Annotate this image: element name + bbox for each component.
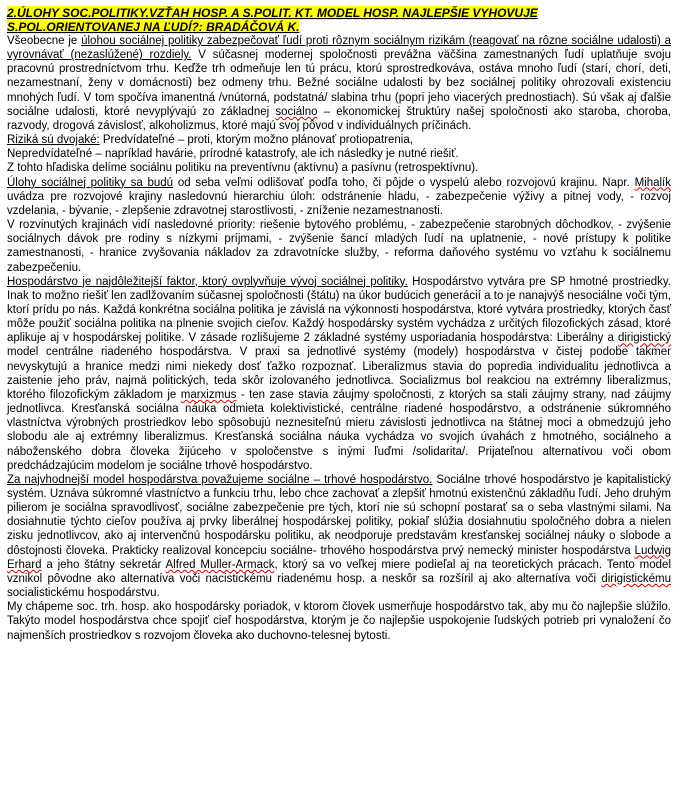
title-line-1: 2.ÚLOHY SOC.POLITIKY.VZŤAH HOSP. A S.POLIT. KT. MODEL HOSP. NAJLEPŠIE VYHOVUJE xyxy=(7,6,538,20)
spellcheck-word: Mihalík xyxy=(634,176,671,189)
text-run: od seba veľmi odlišovať podľa toho, či pôjde o vyspelú alebo rozvojovú krajinu. Napr. xyxy=(173,176,635,189)
paragraph-market-model xyxy=(7,473,671,600)
underlined-text: Riziká sú dvojaké: xyxy=(7,134,100,147)
text-run: model centrálne riadeného hospodárstva. V praxi sa jednotlivé systémy (modely) hospodárstva v čistej podobe takmer nevyskytujú a hranice medzi nimi niekedy dosť ťažko rozpoznať. Liberalizmus stavia do popredia individualitu jednotlivca a zaistenie jeho práv, najmä politických, teda skôr izolovaného jednotlivca. Socializmus bol reakciou na extrémny liberalizmus, ktorého filozofickým základom je xyxy=(7,346,671,401)
paragraph-risks xyxy=(7,133,671,147)
spellcheck-word: marxizmus xyxy=(180,388,237,401)
text-run: socialistickému hospodárstvu. xyxy=(7,587,160,600)
underlined-text: Úlohy sociálnej politiky sa budú xyxy=(7,176,174,189)
underlined-text: úlohou sociálnej politiky zabezpečovať ľudí proti rôznym sociálnym rizikám (reagovať na rôzne sociálne udalosti) a vyrovnávať (nezaslúžené) rozdiely. xyxy=(7,35,672,62)
text-run: V súčasnej modernej spoločnosti prevážna väčšina zamestnaných ľudí uplatňuje svoju pracovnú prostredníctvom trhu. Keďže trh odmeňuje len tú prácu, ktorú sprostredkováva, ostáva mnoho ľudí (starí, chorí, deti, nezamestnaní, ženy v domácnosti) bez odmeny trhu. Bežné sociálne udalosti by bez sociálnej politiky ohrozovali existenciu mnohých ľudí. V tom spočíva imanentná /vnútorná, podstatná/ slabina trhu (popri jeho viacerých prednostiach). Sú však aj ďalšie sociálne udalosti, ktoré nevyplývajú zo základnej xyxy=(7,49,671,118)
paragraph-tasks xyxy=(7,176,671,218)
paragraph-unpredictable: Nepredvídateľné – napríklad havárie, prírodné katastrofy, ale ich následky je nutné riešiť. xyxy=(7,148,459,161)
paragraph-intro xyxy=(7,34,671,133)
text-run: a jeho štátny sekretár xyxy=(41,558,166,571)
title-line-2: S.POL.ORIENTOVANEJ NA ĽUDÍ?: BRADÁČOVÁ K. xyxy=(7,20,300,34)
paragraph-prevention: Z tohto hľadiska delíme sociálnu politiku na preventívnu (aktívnu) a pasívnu (retrospektívnu). xyxy=(7,162,479,175)
spellcheck-word: dirigistickému xyxy=(601,572,671,585)
spellcheck-word: Alfred Muller-Armack xyxy=(165,558,275,571)
spellcheck-word: sociálno xyxy=(275,105,318,118)
document-page xyxy=(7,6,671,643)
underlined-text: Hospodárstvo je najdôležitejší faktor, ktorý ovplyvňuje vývoj sociálnej politiky. xyxy=(7,275,408,288)
text-run: Všeobecne je xyxy=(7,35,82,47)
spellcheck-word: Erhard xyxy=(7,558,42,571)
spellcheck-word: dirigistický xyxy=(617,332,671,345)
text-run: – ekonomickej štruktúry našej spoločnosti ako staroba, choroba, razvody, drogová závislosť, alkoholizmus, ktoré majú svoj pôvod v individuálnych príčinách. xyxy=(7,105,671,132)
text-run: , ktorý sa vo veľkej miere podieľal aj na teoretických prácach. Tento model vznikol pôvodne ako alternatíva voči nacistickému riadenému hosp. a neskôr sa rozšíril aj ako alternatíva voči xyxy=(7,558,671,585)
underlined-text: Za najvhodnejší model hospodárstva považujeme sociálne – trhové hospodárstvo. xyxy=(7,473,433,486)
text-run: Sociálne trhové hospodárstvo je kapitalistický systém. Uznáva súkromné vlastníctvo a funkciu trhu, lebo chce zachovať a zlepšiť hmotnú existenčnú základňu ľudí. Jeho druhým pilierom je sociálna spravodlivosť, sociálne zabezpečenie pre tých, ktorí nie sú schopní postarať sa o seba vlastnými silami. Na dosiahnutie týchto cieľov používa aj prvky liberálnej hospodárskej politiky, pokiaľ slúžia dosiahnutiu spoločného dobra a nielen zisku jednotlivcov, ako aj intervenčnú hospodársku politiku, ak neodporuje predstavám kresťanskej sociálnej náuky o slobode a dôstojnosti človeka. Prakticky realizoval koncepciu sociálne- trhového hospodárstva prvý nemecký minister hospodárstva xyxy=(7,473,671,557)
paragraph-conclusion: My chápeme soc. trh. hosp. ako hospodársky poriadok, v ktorom človek usmerňuje hospodárstvo tak, aby mu čo najlepšie slúžilo. Takýto model hospodárstva chce spojiť cieľ hospodárstva, ktorým je čo najlepšie uspokojenie ľudských potrieb pri vynaložení čo najmenších prostriedkov s rozvojom človeka ako duchovno-telesnej bytosti. xyxy=(7,601,671,642)
paragraph-economy xyxy=(7,275,671,473)
text-run: - ten zase stavia záujmy spoločnosti, z ktorých sa stali záujmy strany, nad záujmy jednotlivca. Kresťanská sociálna náuka odmieta kolektivistické, centrálne riadené hospodárstvo, a odstránenie súkromného vlastníctva výrobných prostriedkov lebo spôsobujú neznesiteľnú mieru závislosti jednotlivca na štátnej moci a obmedzujú jeho slobodu ale aj extrémny liberalizmus. Kresťanská sociálna náuka vychádza vo svojich úvahách z hmotného, sociálneho a náboženského dobra človeka žijúceho v spoločenstve s inými ľuďmi /solidarita/. Prijateľnou alternatívou voči obom predchádzajúcim modelom je sociálne trhové hospodárstvo. xyxy=(7,388,672,472)
paragraph-priorities: V rozvinutých krajinách vidí nasledovné priority: riešenie bytového problému, - zabezpečenie starobných dôchodkov, - zvýšenie sociálnych dávok pre rodiny s nízkymi príjmami, - zvýšenie šancí mladých ľudí na uplatnenie, - nové prístupy k politike zamestnanosti, - hranice zvyšovania nákladov za zdravotnícke služby, - reforma daňového systému vo vzťahu k sociálnemu zabezpečeniu. xyxy=(7,219,671,274)
spellcheck-word: Ludwig xyxy=(634,544,671,557)
text-run: Predvídateľné – proti, ktorým možno plánovať protiopatrenia, xyxy=(99,134,413,147)
document-title xyxy=(7,6,671,34)
text-run: uvádza pre rozvojové krajiny nasledovnú hierarchiu úloh: odstránenie hladu, - zabezpečenie výživy a pitnej vody, - rozvoj vzdelania, - bývanie, - zlepšenie zdravotnej starostlivosti, - zníženie nezamestnanosti. xyxy=(7,190,671,217)
text-run: Hospodárstvo vytvára pre SP hmotné prostriedky. Inak to možno riešiť len zadlžovaním súčasnej spoločnosti (štátu) na úkor budúcich generácií a to je nanajvýš nesociálne voči tým, ktorí prídu po nás. Každá konkrétna sociálna politika je závislá na výkonnosti hospodárstva, ktoré vytvára prostriedky, ktorých časť môže použiť sociálna politika na plnenie svojich cieľov. Každý hospodársky systém vychádza z určitých filozofických zásad, ktoré aplikuje aj v hospodárskej politike. V zásade rozlišujeme 2 základné systémy usporiadania hospodárstva: Liberálny a xyxy=(7,275,671,345)
